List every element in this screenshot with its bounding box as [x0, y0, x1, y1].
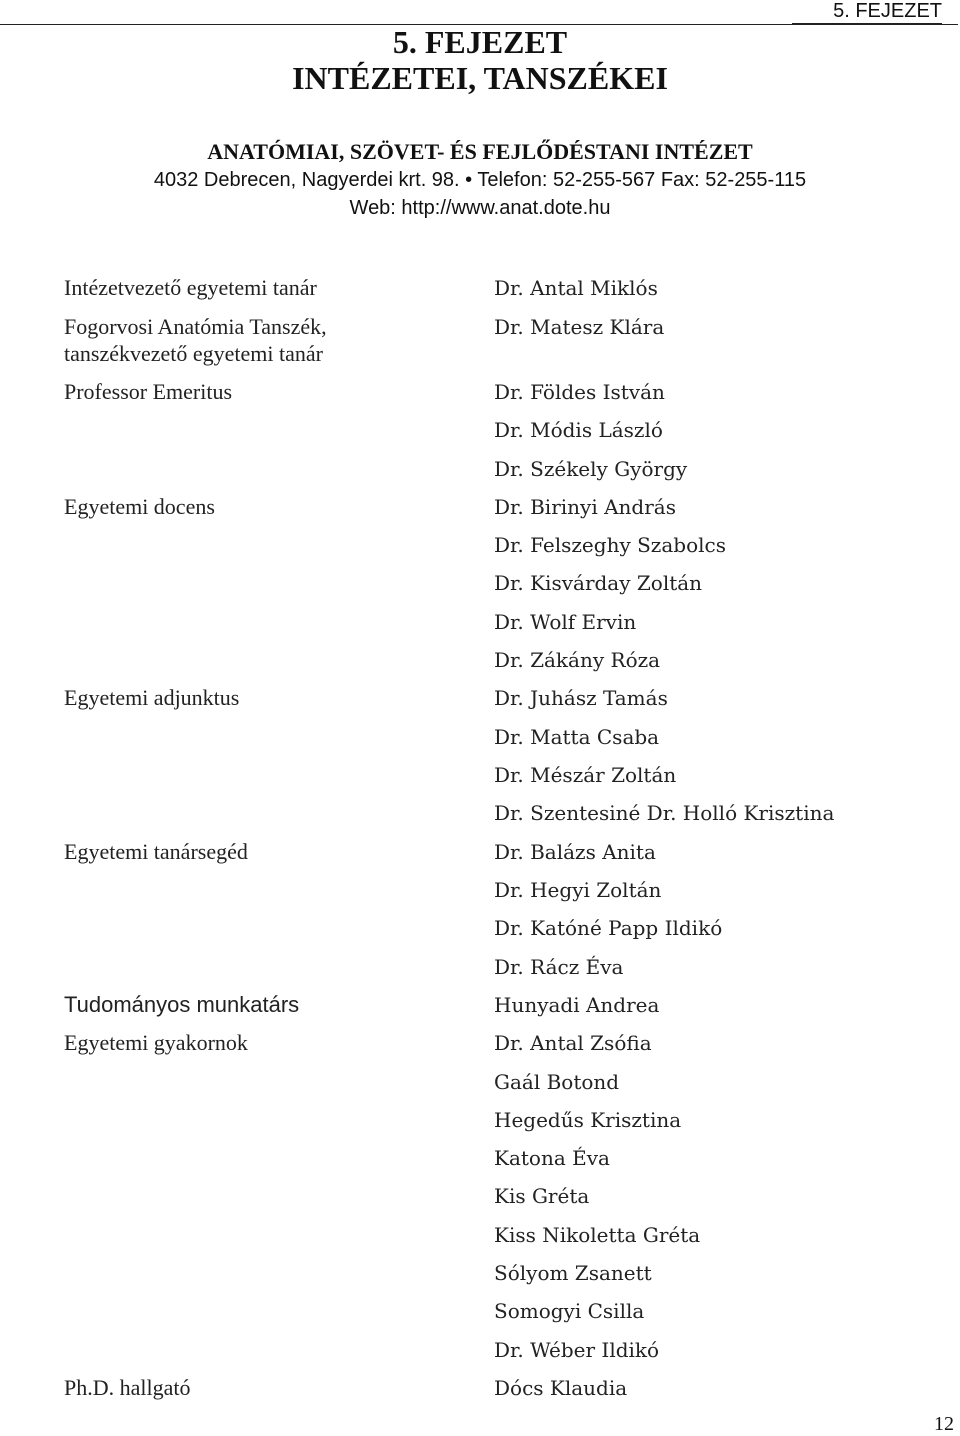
person-name: Dr. Birinyi András: [494, 495, 676, 519]
running-header: 5. FEJEZET: [792, 0, 942, 24]
label-emeritus: Professor Emeritus: [64, 379, 233, 404]
chapter-title: [0, 24, 960, 96]
label-docens: Egyetemi docens: [64, 494, 215, 519]
institute-web: Web: http://www.anat.dote.hu: [349, 197, 611, 219]
chapter-heading: INTÉZETEI, TANSZÉKEI: [292, 60, 668, 96]
person-name: Dr. Kisvárday Zoltán: [494, 571, 703, 595]
person-name: Dr. Wéber Ildikó: [494, 1338, 660, 1362]
label-adjunktus: Egyetemi adjunktus: [64, 685, 240, 710]
institute-address: 4032 Debrecen, Nagyerdei krt. 98. • Telefon: 52-255-567 Fax: 52-255-115: [153, 169, 807, 191]
person-name: Dr. Antal Miklós: [494, 276, 658, 300]
person-name: Dócs Klaudia: [494, 1376, 628, 1400]
person-name: Kiss Nikoletta Gréta: [494, 1223, 701, 1247]
label-gyakornok: Egyetemi gyakornok: [64, 1030, 248, 1055]
person-name: Dr. Matta Csaba: [494, 725, 660, 749]
person-name: Dr. Wolf Ervin: [494, 610, 637, 634]
label-director: Intézetvezető egyetemi tanár: [64, 275, 317, 300]
institute-name: ANATÓMIAI, SZÖVET- ÉS FEJLŐDÉSTANI INTÉZET: [207, 139, 753, 164]
person-name: Gaál Botond: [494, 1070, 620, 1094]
person-name: Dr. Módis László: [494, 418, 663, 442]
label-dental-chair-1: Fogorvosi Anatómia Tanszék,: [64, 314, 327, 339]
person-name: Dr. Rácz Éva: [494, 955, 624, 979]
person-name: Dr. Szentesiné Dr. Holló Krisztina: [494, 801, 835, 825]
label-tanarseged: Egyetemi tanársegéd: [64, 839, 248, 864]
person-name: Dr. Antal Zsófia: [494, 1031, 652, 1055]
person-name: Kis Gréta: [494, 1184, 590, 1208]
person-name: Dr. Zákány Róza: [494, 648, 661, 672]
label-munkatars: Tudományos munkatárs: [64, 992, 300, 1017]
label-dental-chair-2: tanszékvezető egyetemi tanár: [64, 341, 323, 366]
page-number: 12: [934, 1413, 954, 1435]
person-name: Dr. Juhász Tamás: [494, 686, 668, 710]
chapter-number: 5. FEJEZET: [392, 24, 568, 60]
person-name: Dr. Balázs Anita: [494, 840, 656, 864]
person-name: Somogyi Csilla: [494, 1299, 645, 1323]
person-name: Dr. Hegyi Zoltán: [494, 878, 662, 902]
person-name: Dr. Felszeghy Szabolcs: [494, 533, 726, 557]
person-name: Sólyom Zsanett: [494, 1261, 652, 1285]
person-name: Dr. Mészár Zoltán: [494, 763, 677, 787]
person-name: Hegedűs Krisztina: [494, 1108, 682, 1132]
person-name: Dr. Katóné Papp Ildikó: [494, 916, 723, 940]
person-name: Hunyadi Andrea: [494, 993, 660, 1017]
person-name: Dr. Székely György: [494, 457, 688, 481]
person-name: Dr. Matesz Klára: [494, 315, 665, 339]
person-name: Dr. Földes István: [494, 380, 665, 404]
label-phd: Ph.D. hallgató: [64, 1375, 191, 1400]
person-name: Katona Éva: [494, 1146, 610, 1170]
institute-header: [0, 138, 960, 222]
